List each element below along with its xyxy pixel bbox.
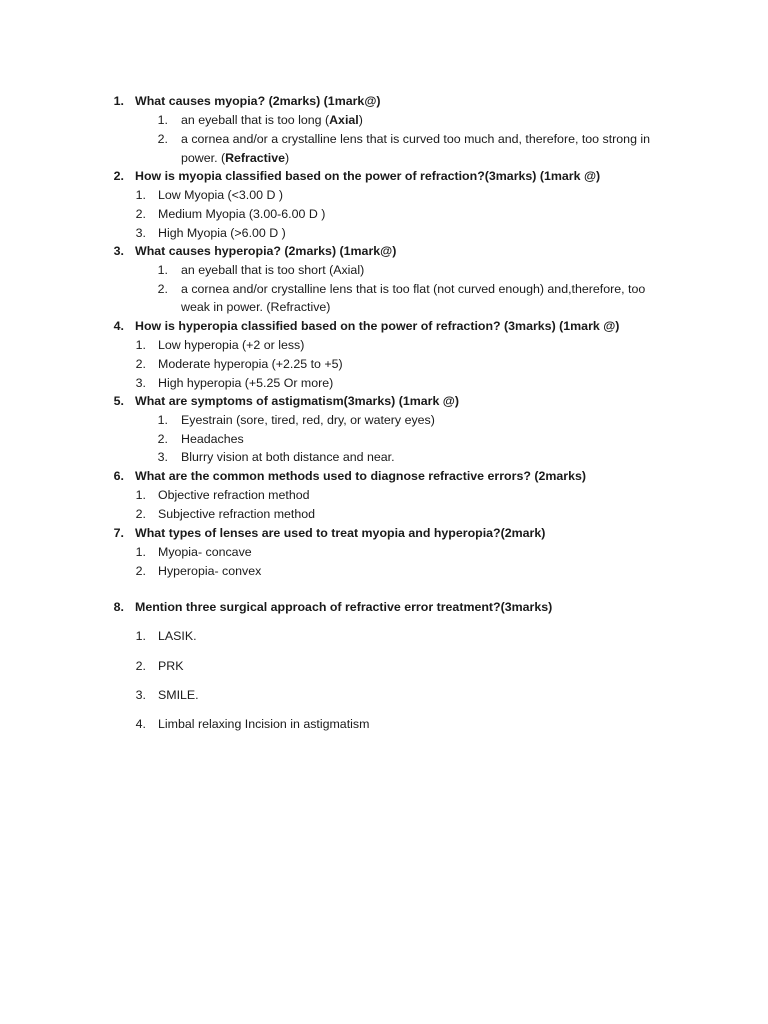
answer-number: 2. <box>157 432 168 446</box>
answer-number: 2. <box>135 207 146 221</box>
answer-number: 2. <box>135 659 146 673</box>
question-text: How is myopia classified based on the power of refraction?(3marks) (1mark @) <box>135 169 601 183</box>
answer-text: Myopia- concave <box>158 545 252 559</box>
answer-text: Moderate hyperopia (+2.25 to +5) <box>158 357 343 371</box>
answer-text: High Myopia (>6.00 D ) <box>158 226 286 240</box>
answer-text: an eyeball that is too short (Axial) <box>181 263 365 277</box>
question-text: What are the common methods used to diagnose refractive errors? (2marks) <box>135 469 586 483</box>
answer-text: Headaches <box>181 432 244 446</box>
answer-text: Low Myopia (<3.00 D ) <box>158 188 283 202</box>
answer-text-continued: power. (Refractive) <box>181 151 290 165</box>
answer-number: 2. <box>135 564 146 578</box>
question-number: 1. <box>113 94 124 108</box>
answer-number: 3. <box>157 450 168 464</box>
answer-number: 1. <box>135 488 146 502</box>
question-text: What causes myopia? (2marks) (1mark@) <box>135 94 381 108</box>
answer-number: 4. <box>135 717 146 731</box>
answer-number: 3. <box>135 376 146 390</box>
question-number: 6. <box>113 469 124 483</box>
answer-number: 2. <box>135 357 146 371</box>
answer-text: a cornea and/or a crystalline lens that is curved too much and, therefore, too strong in <box>181 132 651 146</box>
question-number: 3. <box>113 244 124 258</box>
answer-text: PRK <box>158 659 184 673</box>
question-text: What types of lenses are used to treat myopia and hyperopia?(2mark) <box>135 526 546 540</box>
question-text: How is hyperopia classified based on the power of refraction? (3marks) (1mark @) <box>135 319 620 333</box>
answer-text: Limbal relaxing Incision in astigmatism <box>158 717 370 731</box>
question-number: 8. <box>113 600 124 614</box>
answer-number: 1. <box>135 188 146 202</box>
question-text: What are symptoms of astigmatism(3marks) (1mark @) <box>135 394 460 408</box>
answer-number: 3. <box>135 226 146 240</box>
answer-number: 2. <box>157 132 168 146</box>
answer-text-continued: weak in power. (Refractive) <box>181 300 331 314</box>
answer-number: 1. <box>135 629 146 643</box>
answer-text: Low hyperopia (+2 or less) <box>158 338 305 352</box>
answer-text: a cornea and/or crystalline lens that is too flat (not curved enough) and,therefore, too <box>181 282 646 296</box>
answer-text: LASIK. <box>158 629 197 643</box>
answer-number: 2. <box>157 282 168 296</box>
question-text: What causes hyperopia? (2marks) (1mark@) <box>135 244 397 258</box>
question-number: 7. <box>113 526 124 540</box>
answer-number: 1. <box>135 338 146 352</box>
answer-number: 2. <box>135 507 146 521</box>
question-number: 5. <box>113 394 124 408</box>
answer-text: Subjective refraction method <box>158 507 316 521</box>
question-number: 4. <box>113 319 124 333</box>
answer-text: SMILE. <box>158 688 199 702</box>
question-number: 2. <box>113 169 124 183</box>
answer-number: 1. <box>135 545 146 559</box>
answer-text: Blurry vision at both distance and near. <box>181 450 395 464</box>
answer-text: Hyperopia- convex <box>158 564 262 578</box>
answer-number: 1. <box>157 413 168 427</box>
answer-number: 1. <box>157 113 168 127</box>
question-text: Mention three surgical approach of refractive error treatment?(3marks) <box>135 600 553 614</box>
answer-text: Eyestrain (sore, tired, red, dry, or watery eyes) <box>181 413 435 427</box>
answer-text: High hyperopia (+5.25 Or more) <box>158 376 334 390</box>
answer-text: an eyeball that is too long (Axial) <box>181 113 363 127</box>
answer-text: Medium Myopia (3.00-6.00 D ) <box>158 207 326 221</box>
answer-number: 1. <box>157 263 168 277</box>
answer-number: 3. <box>135 688 146 702</box>
answer-text: Objective refraction method <box>158 488 310 502</box>
